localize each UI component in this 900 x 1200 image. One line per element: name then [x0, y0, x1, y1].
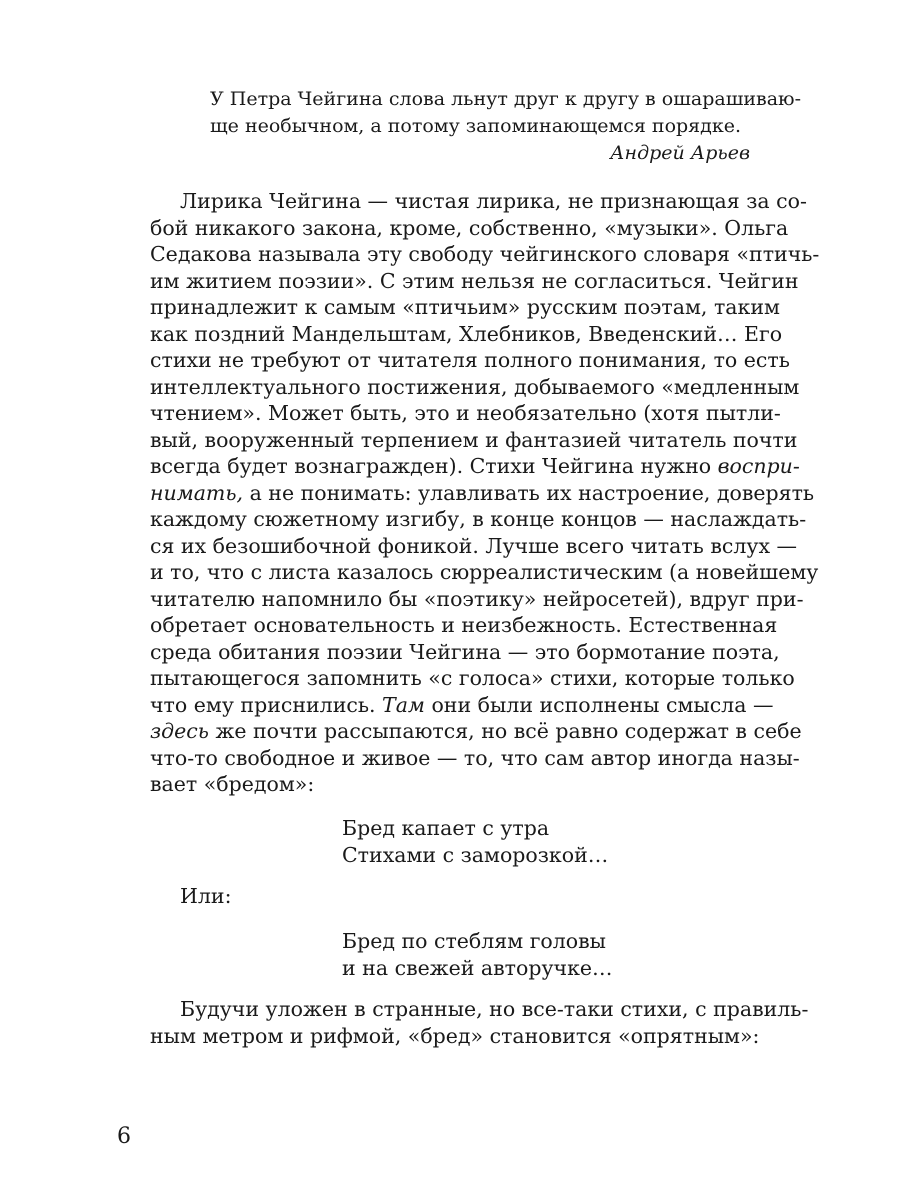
verse-quote-2 — [342, 928, 662, 982]
verse-line: и на свежей авторучке… — [342, 956, 613, 980]
text-line: принадлежит к самым «птичьим» русским поэтам, таким — [150, 295, 780, 319]
text-line: стихи не требуют от читателя полного понимания, то есть — [150, 348, 790, 372]
text-line: читателю напомнило бы «поэтику» нейросетей), вдруг при- — [150, 586, 804, 611]
verse-line: Стихами с заморозкой… — [342, 843, 609, 867]
text-line: среда обитания поэзии Чейгина — это бормотание поэта, — [150, 639, 780, 664]
text-line: пытающегося запомнить «с голоса» стихи, которые только — [150, 666, 795, 690]
epigraph-author: Андрей Арьев — [610, 142, 750, 164]
paragraph-closing — [150, 996, 809, 1049]
text-line: как поздний Мандельштам, Хлебников, Введенский… Его — [150, 321, 783, 346]
text-line — [150, 453, 800, 480]
italic-segment: здесь — [150, 719, 209, 743]
text-line: им житием поэзии». С этим нельзя не согласиться. Чейгин — [150, 268, 799, 293]
text-line — [150, 480, 815, 507]
text-line: Седакова называла эту свободу чейгинского словаря «птичь- — [150, 242, 820, 266]
text-line — [150, 718, 802, 745]
text-line: Лирика Чейгина — чистая лирика, не признающая за со- — [180, 189, 807, 213]
verse-line: Бред по стеблям головы — [342, 929, 606, 953]
verse-line: Бред капает с утра — [342, 816, 550, 840]
text-line: интеллектуального постижения, добываемого «медленным — [150, 374, 800, 399]
paragraph-main — [150, 188, 820, 798]
epigraph — [210, 86, 802, 167]
text-segment: они были исполнены смысла — — [424, 692, 774, 717]
text-line: ся их безошибочной фоникой. Лучше всего читать вслух — — [150, 533, 798, 558]
text-line: вает «бредом»: — [150, 772, 315, 796]
text-line: Будучи уложен в странные, но все-таки стихи, с правиль- — [180, 997, 809, 1021]
text-segment: же почти рассыпаются, но всё равно содержат в себе — [208, 719, 802, 743]
verse-quote-1 — [342, 815, 662, 869]
text-segment: а не понимать: улавливать их настроение, доверять — [243, 480, 815, 505]
italic-segment: воспри- — [717, 454, 800, 478]
text-segment: всегда будет вознагражден). Стихи Чейгина нужно — [150, 454, 718, 478]
text-line: ным метром и рифмой, «бред» становится «опрятным»: — [150, 1023, 760, 1048]
text-line: вый, вооруженный терпением и фантазией читатель почти — [150, 427, 798, 452]
text-line: что-то свободное и живое — то, что сам автор иногда назы- — [150, 745, 800, 770]
text-line: и то, что с листа казалось сюрреалистическим (а новейшему — [150, 560, 819, 584]
text-line: бой никакого закона, кроме, собственно, «музыки». Ольга — [150, 215, 789, 240]
text-line: обретает основательность и неизбежность. Естественная — [150, 613, 778, 637]
italic-segment: Там — [382, 692, 425, 717]
page-number: 6 — [117, 1124, 131, 1149]
italic-segment: нимать, — [150, 480, 244, 505]
text-line: каждому сюжетному изгибу, в конце концов — наслаждать- — [150, 507, 807, 531]
or-text: Или: — [180, 884, 232, 908]
epigraph-line: ще необычном, а потому запоминающемся порядке. — [210, 115, 742, 137]
epigraph-line: У Петра Чейгина слова льнут друг к другу в ошарашиваю- — [210, 88, 802, 110]
text-line — [150, 692, 774, 719]
text-line: чтением». Может быть, это и необязательно (хотя пытли- — [150, 401, 781, 425]
text-segment: что ему приснились. — [150, 692, 383, 717]
